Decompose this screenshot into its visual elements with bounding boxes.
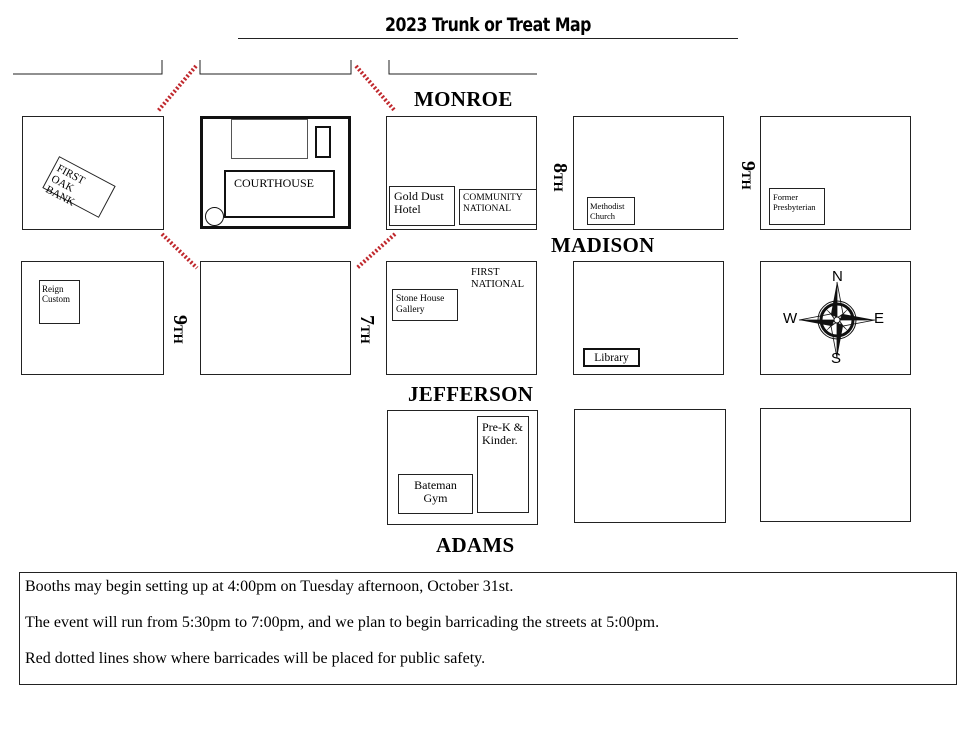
building-courthouse: COURTHOUSE (224, 170, 335, 218)
block-courthouse (200, 116, 351, 229)
map-title: 2023 Trunk or Treat Map (385, 14, 591, 36)
block-methodist (573, 116, 724, 230)
street-9th-left-num: 9 (169, 315, 191, 325)
block-first-national (386, 261, 537, 375)
building-methodist-church: Methodist Church (587, 197, 635, 225)
block-school (387, 410, 538, 525)
building-community-national: COMMUNITY NATIONAL (459, 189, 537, 225)
barricade-top-right (356, 66, 395, 111)
block-gold-dust (386, 116, 537, 230)
street-7th-sup: TH (358, 325, 373, 344)
building-bateman-gym: Bateman Gym (398, 474, 473, 514)
street-8th (548, 163, 571, 192)
notes-box (19, 572, 957, 685)
street-8th-sup: TH (551, 173, 566, 192)
building-former-presbyterian: Former Presbyterian (769, 188, 825, 225)
compass-east: E (874, 310, 885, 327)
building-first-oak-bank: FIRST OAK BANK (42, 156, 115, 218)
street-9th-top-num: 9 (737, 161, 759, 171)
street-monroe: MONROE (414, 87, 513, 111)
note-barricades: Red dotted lines show where barricades will be placed for public safety. (25, 650, 486, 667)
block-reign (21, 261, 164, 375)
courthouse-gazebo (205, 207, 224, 226)
courthouse-annex (231, 119, 308, 159)
street-7th (355, 315, 378, 344)
street-8th-num: 8 (549, 163, 571, 173)
block-first-oak (22, 116, 164, 230)
barricade-top-left (158, 66, 196, 111)
street-7th-num: 7 (356, 315, 378, 325)
building-pre-k-kinder: Pre-K & Kinder. (477, 416, 529, 513)
building-stone-house-gallery: Stone House Gallery (392, 289, 458, 321)
block-library (573, 261, 724, 375)
block-row3-right (760, 408, 911, 522)
street-9th-left (168, 315, 191, 344)
note-event-time: The event will run from 5:30pm to 7:00pm, and we plan to begin barricading the streets at 5:00pm. (25, 614, 660, 631)
courthouse-tower (315, 126, 331, 158)
block-presbyterian (760, 116, 911, 230)
building-gold-dust-hotel: Gold Dust Hotel (389, 186, 455, 226)
barricade-bottom-left (162, 234, 197, 268)
block-compass (760, 261, 911, 375)
building-first-national: FIRST NATIONAL (471, 267, 525, 290)
compass-north: N (832, 268, 843, 285)
compass-west: W (783, 310, 798, 327)
street-9th-top-sup: TH (739, 171, 754, 190)
street-madison: MADISON (551, 233, 655, 257)
building-library: Library (583, 348, 640, 367)
note-setup: Booths may begin setting up at 4:00pm on Tuesday afternoon, October 31st. (25, 578, 514, 595)
block-9th-7th (200, 261, 351, 375)
street-9th-left-sup: TH (171, 325, 186, 344)
building-reign-custom: Reign Custom (39, 280, 80, 324)
street-jefferson: JEFFERSON (408, 382, 534, 406)
compass-south: S (831, 350, 842, 367)
block-row3-middle (574, 409, 726, 523)
street-adams: ADAMS (436, 533, 515, 557)
street-9th-top (736, 161, 759, 190)
